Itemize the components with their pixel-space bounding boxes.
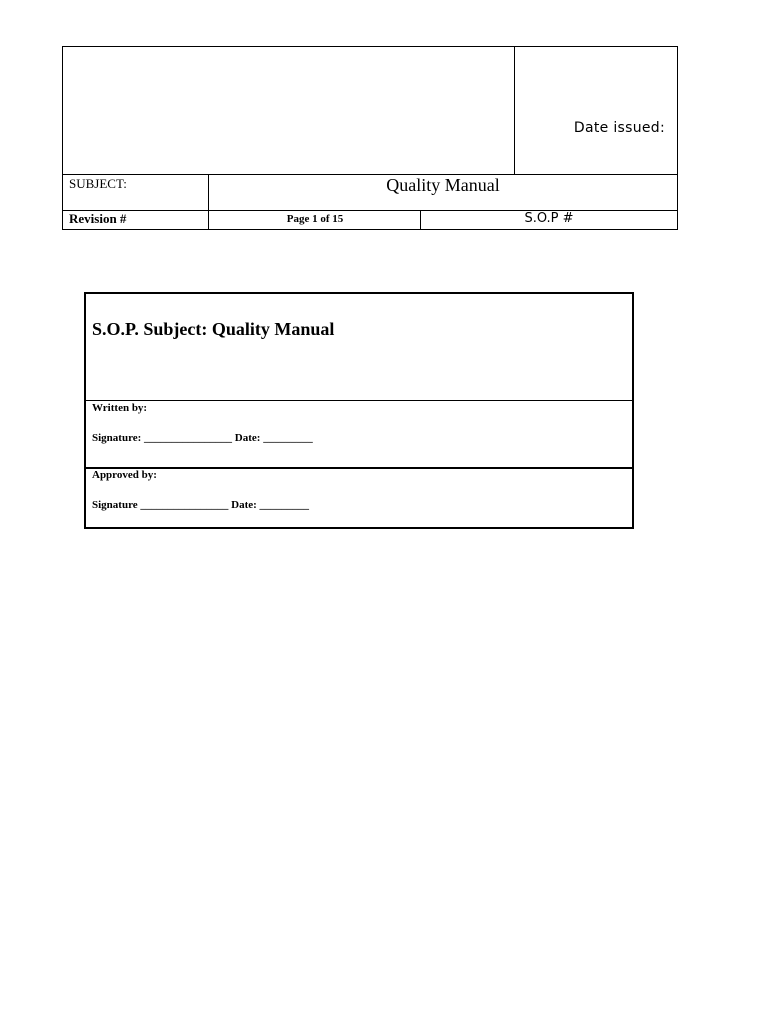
sop-divider-written	[86, 400, 632, 401]
document-header-table	[62, 46, 678, 230]
approved-signature-line: Signature ________________ Date: _________	[92, 499, 310, 511]
written-signature-line: Signature: ________________ Date: _________	[92, 432, 313, 444]
header-logo-divider	[514, 47, 515, 174]
sop-title: S.O.P. Subject: Quality Manual	[92, 319, 335, 339]
sop-divider-approved	[86, 467, 632, 469]
page-info: Page 1 of 15	[286, 213, 344, 225]
approved-by-label: Approved by:	[92, 469, 157, 481]
subject-label: SUBJECT:	[69, 176, 127, 191]
revision-label: Revision #	[69, 211, 127, 226]
sop-signoff-box	[84, 292, 634, 529]
date-issued-label: Date issued:	[573, 120, 665, 136]
written-by-label: Written by:	[92, 402, 148, 414]
subject-value: Quality Manual	[386, 175, 500, 195]
sop-number-label: S.O.P #	[524, 211, 574, 226]
